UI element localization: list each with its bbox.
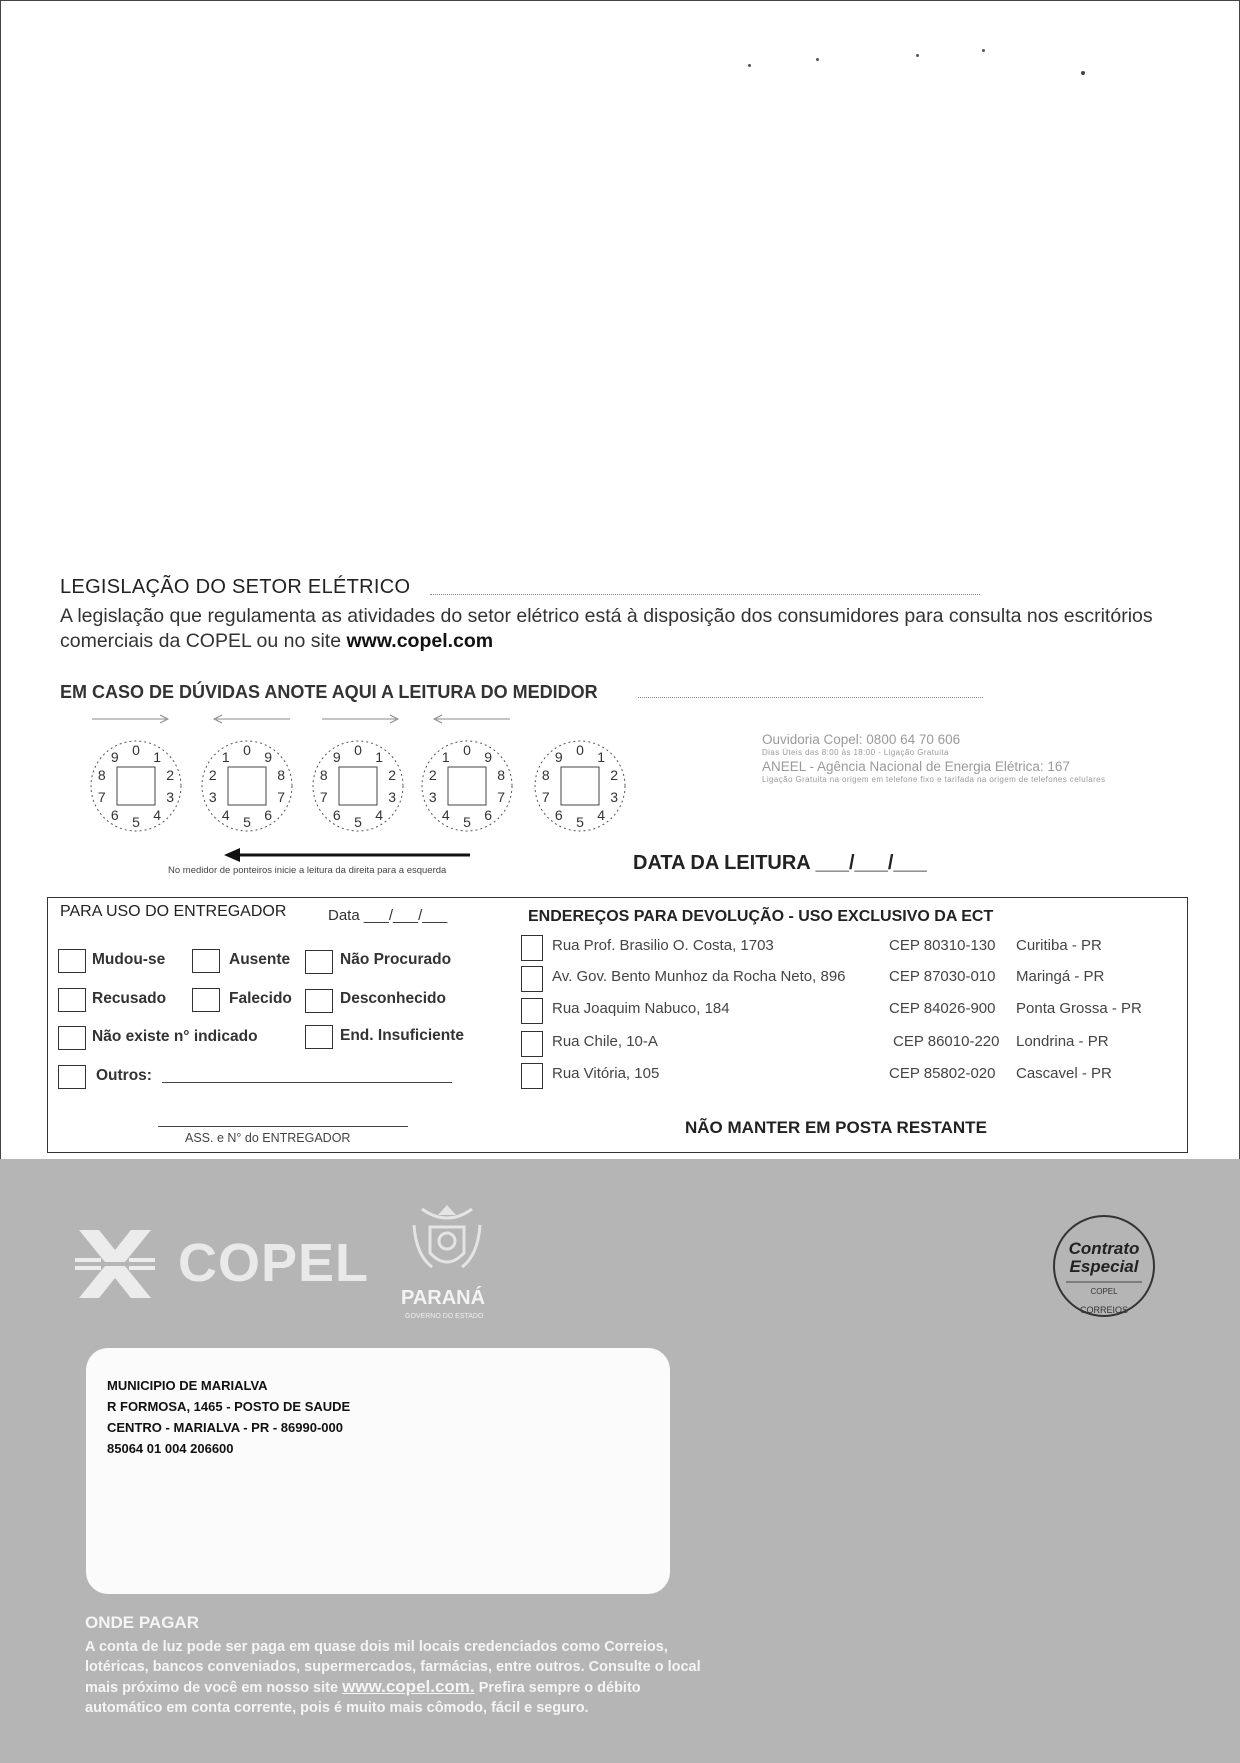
delivery-title: PARA USO DO ENTREGADOR: [60, 903, 287, 920]
dial-digit: 1: [153, 748, 162, 765]
onde-pagar-link[interactable]: www.copel.com.: [342, 1677, 475, 1696]
arrow-left-icon: [212, 712, 292, 726]
delivery-box: [47, 897, 1188, 1153]
return-city: Cascavel - PR: [1016, 1065, 1112, 1082]
legislation-site: www.copel.com: [346, 630, 494, 652]
arrow-right-icon: [320, 712, 400, 726]
return-street: Rua Prof. Brasilio O. Costa, 1703: [552, 937, 774, 954]
option-label: Desconhecido: [340, 990, 446, 1007]
onde-pagar-body: A conta de luz pode ser paga em quase dois mil locais credenciados como Correios, lotéricas, bancos conveniados, supermercados, farmácias, entre outros. Consulte o local mais próximo de você em nosso site: [85, 1639, 701, 1696]
return-cep: CEP 85802-020: [889, 1065, 996, 1082]
dial-digit: 4: [221, 807, 230, 824]
dial-digit: 6: [332, 807, 341, 824]
dial-digit: 8: [97, 766, 106, 783]
dial-face-icon: [88, 738, 184, 834]
reading-date-label: DATA DA LEITURA: [633, 852, 811, 874]
meter-dial[interactable]: [199, 738, 295, 834]
dial-digit: 1: [441, 748, 450, 765]
dial-digit: 2: [208, 766, 217, 783]
dial-digit: 9: [264, 748, 273, 765]
dial-digit: 5: [576, 814, 584, 830]
checkbox-nao-existe[interactable]: [58, 1026, 86, 1050]
outros-field[interactable]: [162, 1082, 452, 1083]
checkbox-mudou[interactable]: [58, 949, 86, 973]
reading-date: [633, 852, 927, 875]
dial-digit: 5: [243, 814, 251, 830]
option-label: Não existe n° indicado: [92, 1028, 258, 1045]
dial-digit: 6: [484, 807, 493, 824]
checkbox-desconhecido[interactable]: [305, 989, 333, 1013]
dial-digit: 2: [388, 766, 397, 783]
dial-digit: 7: [319, 789, 328, 806]
scan-speck: [748, 64, 751, 67]
scan-speck: [1081, 71, 1085, 75]
option-label: Não Procurado: [340, 951, 452, 968]
scan-speck: [982, 49, 985, 52]
meter-instruction: No medidor de ponteiros inicie a leitura da direita para a esquerda: [168, 865, 447, 876]
option-label: Falecido: [229, 990, 292, 1007]
ouvidoria-info: [762, 732, 1162, 786]
dial-digit: 4: [441, 807, 450, 824]
dial-face-icon: [419, 738, 515, 834]
dial-digit: 6: [110, 807, 119, 824]
meter-title: EM CASO DE DÚVIDAS ANOTE AQUI A LEITURA DO MEDIDOR: [60, 682, 598, 702]
dial-digit: 0: [243, 742, 251, 758]
checkbox-return-address[interactable]: [521, 1031, 543, 1057]
option-label: Mudou-se: [92, 951, 166, 968]
recipient-line: 85064 01 004 206600: [107, 1441, 234, 1456]
dial-digit: 3: [428, 789, 437, 806]
return-city: Ponta Grossa - PR: [1016, 1000, 1142, 1017]
dial-digit: 9: [332, 748, 341, 765]
dial-digit: 3: [388, 789, 397, 806]
dial-digit: 4: [597, 807, 606, 824]
parana-label: PARANÁ: [401, 1287, 486, 1309]
ouvidoria-copel-hours: Dias Úteis das 8:00 às 18:00 - Ligação Gratuita: [762, 748, 949, 757]
dial-digit: 7: [277, 789, 286, 806]
return-cep: CEP 87030-010: [889, 968, 996, 985]
dial-digit: 4: [375, 807, 384, 824]
dial-digit: 2: [610, 766, 619, 783]
dial-digit: 6: [264, 807, 273, 824]
dial-digit: 8: [319, 766, 328, 783]
onde-pagar-title: ONDE PAGAR: [85, 1613, 199, 1632]
option-label: Outros:: [96, 1067, 152, 1084]
signature-label: ASS. e N° do ENTREGADOR: [185, 1131, 351, 1145]
return-street: Rua Chile, 10-A: [552, 1033, 658, 1050]
dial-digit: 2: [166, 766, 175, 783]
checkbox-falecido[interactable]: [192, 988, 220, 1012]
dial-digit: 7: [97, 789, 106, 806]
dial-digit: 8: [277, 766, 286, 783]
dial-digit: 9: [110, 748, 119, 765]
dial-digit: 1: [597, 748, 606, 765]
stamp-line2: Especial: [1069, 1257, 1139, 1276]
dial-digit: 7: [541, 789, 550, 806]
return-city: Londrina - PR: [1016, 1033, 1109, 1050]
legislation-text: [60, 604, 1190, 654]
stamp-bottom: CORREIOS: [1079, 1305, 1129, 1315]
dial-digit: 0: [576, 742, 584, 758]
scan-speck: [816, 58, 819, 61]
dial-reading-box[interactable]: [228, 767, 266, 805]
return-cep: CEP 80310-130: [889, 937, 996, 954]
return-city: Maringá - PR: [1016, 968, 1105, 985]
dial-digit: 7: [497, 789, 506, 806]
return-street: Av. Gov. Bento Munhoz da Rocha Neto, 896: [552, 968, 846, 985]
return-street: Rua Joaquim Nabuco, 184: [552, 1000, 730, 1017]
delivery-date-label: Data: [328, 907, 360, 924]
checkbox-return-address[interactable]: [521, 935, 543, 961]
reading-date-field[interactable]: ___/___/___: [815, 852, 927, 874]
dial-digit: 8: [497, 766, 506, 783]
dial-digit: 0: [463, 742, 471, 758]
checkbox-recusado[interactable]: [58, 988, 86, 1012]
copel-logo-icon: [75, 1228, 155, 1300]
checkbox-return-address[interactable]: [521, 966, 543, 992]
arrow-right-icon: [90, 712, 170, 726]
dial-digit: 9: [554, 748, 563, 765]
dial-digit: 9: [484, 748, 493, 765]
dial-digit: 0: [354, 742, 362, 758]
meter-dial[interactable]: [88, 738, 184, 834]
recipient-line: CENTRO - MARIALVA - PR - 86990-000: [107, 1420, 343, 1435]
arrow-left-icon: [224, 847, 474, 863]
dial-digit: 3: [208, 789, 217, 806]
scan-speck: [916, 54, 919, 57]
dial-digit: 4: [153, 807, 162, 824]
ouvidoria-copel: Ouvidoria Copel: 0800 64 70 606: [762, 732, 961, 747]
checkbox-return-address[interactable]: [521, 1063, 543, 1089]
dial-reading-box[interactable]: [339, 767, 377, 805]
divider: [430, 594, 980, 595]
dial-face-icon: [532, 738, 628, 834]
arrow-left-icon: [432, 712, 512, 726]
dial-digit: 3: [610, 789, 619, 806]
return-cep: CEP 84026-900: [889, 1000, 996, 1017]
recipient-address: [107, 1375, 350, 1459]
meter-dial[interactable]: [532, 738, 628, 834]
legislation-title: LEGISLAÇÃO DO SETOR ELÉTRICO: [60, 576, 411, 598]
dial-digit: 0: [132, 742, 140, 758]
dial-digit: 5: [463, 814, 471, 830]
option-label: Ausente: [229, 951, 291, 968]
parana-coat-of-arms-icon: [402, 1205, 492, 1285]
ouvidoria-aneel-note: Ligação Gratuita na origem em telefone fixo e tarifada na origem de telefones celulares: [762, 775, 1106, 784]
dial-reading-box[interactable]: [117, 767, 155, 805]
recipient-line: R FORMOSA, 1465 - POSTO DE SAUDE: [107, 1399, 351, 1414]
delivery-date-field[interactable]: ___/___/___: [363, 907, 448, 924]
return-city: Curitiba - PR: [1016, 937, 1102, 954]
checkbox-nao-procurado[interactable]: [305, 950, 333, 974]
correios-stamp-icon: [1044, 1214, 1164, 1324]
return-title: ENDEREÇOS PARA DEVOLUÇÃO - USO EXCLUSIVO DA ECT: [528, 908, 994, 925]
dial-digit: 1: [375, 748, 384, 765]
legislation-body: A legislação que regulamenta as atividades do setor elétrico está à disposição dos consumidores para consulta nos escritórios comerciais da COPEL ou no site: [60, 605, 1153, 652]
return-note: NÃO MANTER EM POSTA RESTANTE: [685, 1118, 987, 1137]
return-cep: CEP 86010-220: [893, 1033, 1000, 1050]
checkbox-ausente[interactable]: [192, 949, 220, 973]
checkbox-end-insuficiente[interactable]: [305, 1025, 333, 1049]
return-street: Rua Vitória, 105: [552, 1065, 660, 1082]
dial-digit: 3: [166, 789, 175, 806]
dial-digit: 8: [541, 766, 550, 783]
delivery-date: [328, 907, 447, 924]
dial-digit: 5: [132, 814, 140, 830]
option-label: Recusado: [92, 990, 167, 1007]
dial-reading-box[interactable]: [561, 767, 599, 805]
onde-pagar-text: [85, 1637, 715, 1718]
stamp-line1: Contrato: [1068, 1239, 1140, 1258]
onde-pagar-body-2: Prefira sempre o débito automático em conta corrente, pois é muito mais cômodo, fácil e seguro.: [85, 1680, 641, 1716]
dial-face-icon: [199, 738, 295, 834]
dial-reading-box[interactable]: [448, 767, 486, 805]
option-label: End. Insuficiente: [340, 1027, 465, 1044]
copel-brand: COPEL: [178, 1233, 370, 1293]
dial-digit: 2: [428, 766, 437, 783]
meter-dial[interactable]: [419, 738, 515, 834]
dial-digit: 5: [354, 814, 362, 830]
dial-digit: 1: [221, 748, 230, 765]
checkbox-return-address[interactable]: [521, 998, 543, 1024]
dial-digit: 6: [554, 807, 563, 824]
checkbox-outros[interactable]: [58, 1065, 86, 1089]
recipient-line: MUNICIPIO DE MARIALVA: [107, 1378, 268, 1393]
stamp-org: COPEL: [1090, 1287, 1118, 1296]
signature-field[interactable]: [158, 1126, 408, 1127]
dial-face-icon: [310, 738, 406, 834]
meter-dial[interactable]: [310, 738, 406, 834]
divider: [638, 697, 983, 698]
ouvidoria-aneel: ANEEL - Agência Nacional de Energia Elétrica: 167: [762, 759, 1070, 774]
parana-sublabel: GOVERNO DO ESTADO: [405, 1313, 484, 1320]
